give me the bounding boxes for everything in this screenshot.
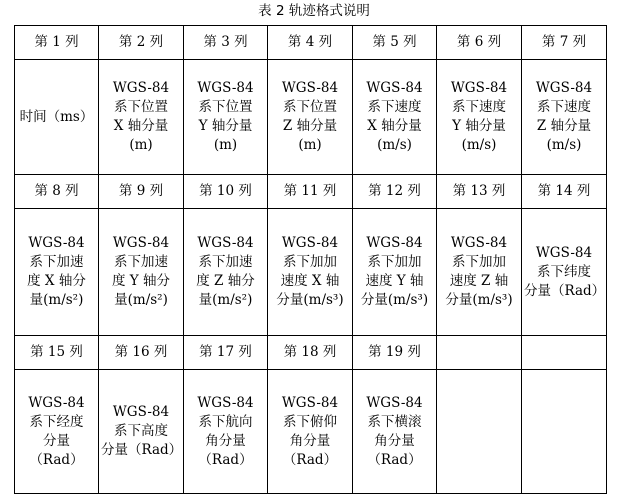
table-cell: WGS-84 系下加加 速度 Y 轴 分量(m/s³) [353,209,437,336]
header-row-3 [15,336,607,370]
table-cell: WGS-84 系下速度 Y 轴分量 (m/s) [437,60,522,175]
content-row-3 [15,370,607,494]
table-cell: WGS-84 系下位置 X 轴分量 (m) [99,60,184,175]
column-header: 第 8 列 [15,175,99,209]
trajectory-format-table [14,25,607,494]
column-header: 第 6 列 [437,26,522,60]
column-header: 第 3 列 [184,26,268,60]
column-header: 第 9 列 [99,175,184,209]
table-cell: WGS-84 系下加速 度 Z 轴分 量(m/s²) [184,209,268,336]
content-row-1 [15,60,607,175]
table-cell: WGS-84 系下俯仰 角分量 （Rad） [268,370,353,494]
table-caption: 表 2 轨迹格式说明 [258,3,370,19]
empty-header-cell [522,336,607,370]
column-header: 第 19 列 [353,336,437,370]
column-header: 第 11 列 [268,175,353,209]
empty-header-cell [437,336,522,370]
table-cell: WGS-84 系下高度 分量（Rad） [99,370,184,494]
table-cell: WGS-84 系下航向 角分量 （Rad） [184,370,268,494]
column-header: 第 14 列 [522,175,607,209]
column-header: 第 4 列 [268,26,353,60]
empty-table-cell [437,370,522,494]
column-header: 第 10 列 [184,175,268,209]
table-cell: WGS-84 系下横滚 角分量 （Rad） [353,370,437,494]
table-cell: WGS-84 系下纬度 分量（Rad） [522,209,607,336]
table-cell: 时间（ms） [15,60,99,175]
content-row-2 [15,209,607,336]
column-header: 第 15 列 [15,336,99,370]
column-header: 第 18 列 [268,336,353,370]
table-cell: WGS-84 系下加速 度 X 轴分 量(m/s²) [15,209,99,336]
table-cell: WGS-84 系下速度 X 轴分量 (m/s) [353,60,437,175]
table-cell: WGS-84 系下位置 Z 轴分量 (m) [268,60,353,175]
table-cell: WGS-84 系下加加 速度 Z 轴 分量(m/s³) [437,209,522,336]
header-row-2 [15,175,607,209]
column-header: 第 17 列 [184,336,268,370]
header-row-1 [15,26,607,60]
column-header: 第 7 列 [522,26,607,60]
column-header: 第 2 列 [99,26,184,60]
table-cell: WGS-84 系下速度 Z 轴分量 (m/s) [522,60,607,175]
column-header: 第 5 列 [353,26,437,60]
column-header: 第 1 列 [15,26,99,60]
column-header: 第 12 列 [353,175,437,209]
column-header: 第 13 列 [437,175,522,209]
empty-table-cell [522,370,607,494]
table-cell: WGS-84 系下位置 Y 轴分量 (m) [184,60,268,175]
table-cell: WGS-84 系下加加 速度 X 轴 分量(m/s³) [268,209,353,336]
table-cell: WGS-84 系下加速 度 Y 轴分 量(m/s²) [99,209,184,336]
table-cell: WGS-84 系下经度 分量 （Rad） [15,370,99,494]
column-header: 第 16 列 [99,336,184,370]
